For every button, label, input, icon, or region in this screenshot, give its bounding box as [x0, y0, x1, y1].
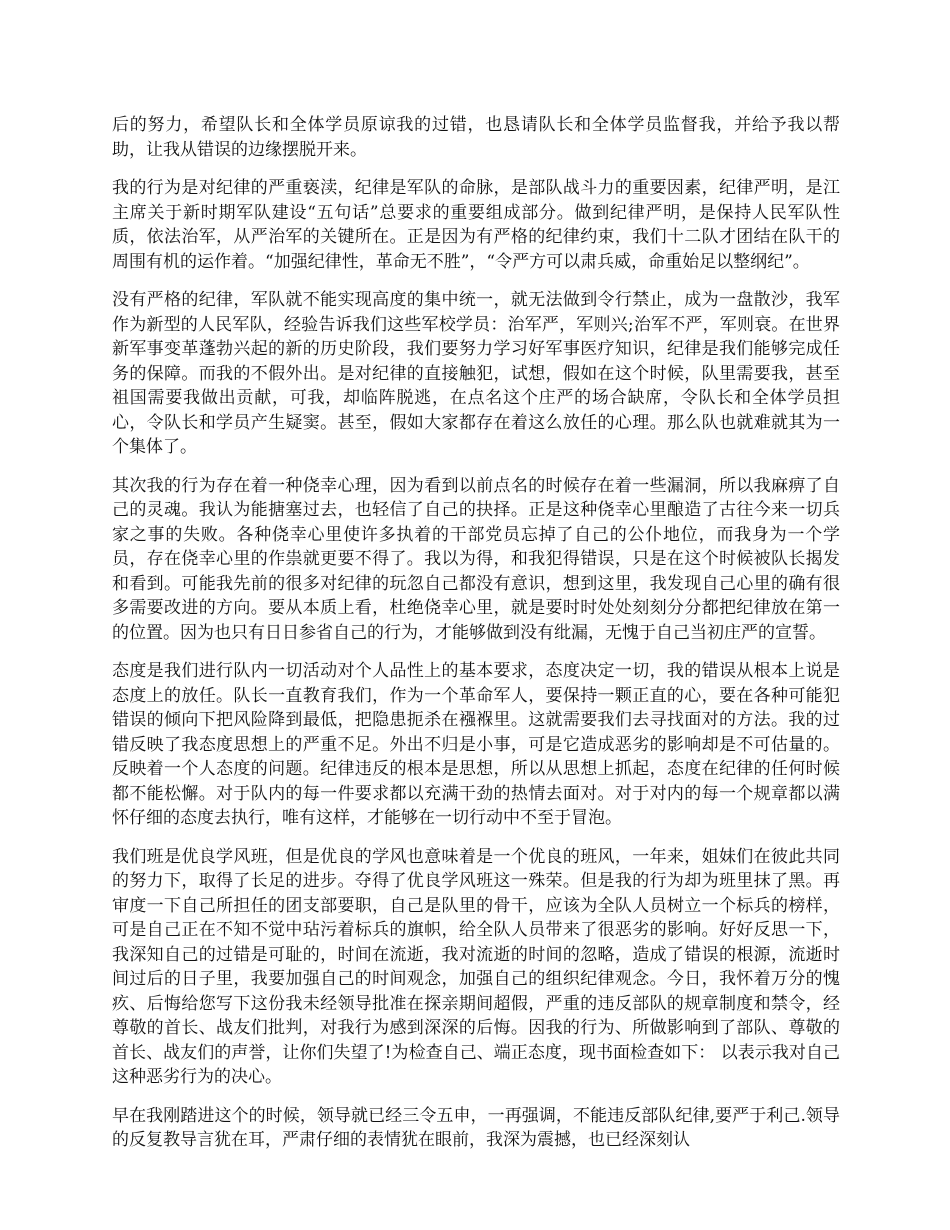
paragraph-5: 态度是我们进行队内一切活动对个人品性上的基本要求，态度决定一切，我的错误从根本上说是态度上的放任。队长一直教育我们，作为一个革命军人，要保持一颗正直的心，要在各种可能犯错误的倾向下把风险降到最低，把隐患扼杀在襁褓里。这就需要我们去寻找面对的方法。我的过错反映了我态度思想上的严重不足。外出不归是小事，可是它造成恶劣的影响却是不可估量的。反映着一个人态度的问题。纪律违反的根本是思想，所以从思想上抓起，态度在纪律的任何时候都不能松懈。对于队内的每一件要求都以充满干劲的热情去面对。对于对内的每一个规章都以满怀仔细的态度去执行，唯有这样，才能够在一切行动中不至于冒泡。 [112, 661, 840, 828]
paragraph-6: 我们班是优良学风班，但是优良的学风也意味着是一个优良的班风，一年来，姐妹们在彼此共同的努力下，取得了长足的进步。夺得了优良学风班这一殊荣。但是我的行为却为班里抹了黑。再审度一下自己所担任的团支部要职，自己是队里的骨干，应该为全队人员树立一个标兵的榜样，可是自己正在不知不觉中玷污着标兵的旗帜，给全队人员带来了很恶劣的影响。好好反思一下，我深知自己的过错是可耻的，时间在流逝，我对流逝的时间的忽略，造成了错误的根源，流逝时间过后的日子里，我要加强自己的时间观念，加强自己的组织纪律观念。今日，我怀着万分的愧疚、后悔给您写下这份我未经领导批准在探亲期间超假，严重的违反部队的规章制度和禁令，经尊敬的首长、战友们批判，对我行为感到深深的后悔。因我的行为、所做影响到了部队、尊敬的首长、战友们的声誉，让你们失望了!为检查自己、端正态度，现书面检查如下： 以表示我对自己这种恶劣行为的决心。 [112, 846, 840, 1087]
paragraph-1: 后的努力，希望队长和全体学员原谅我的过错，也恳请队长和全体学员监督我，并给予我以帮助，让我从错误的边缘摆脱开来。 [112, 115, 840, 160]
paragraph-2: 我的行为是对纪律的严重亵渎，纪律是军队的命脉，是部队战斗力的重要因素，纪律严明，是江主席关于新时期军队建设“五句话”总要求的重要组成部分。做到纪律严明，是保持人民军队性质，依法治军，从严治军的关键所在。正是因为有严格的纪律约束，我们十二队才团结在队干的周围有机的运作着。“加强纪律性，革命无不胜”，“令严方可以肃兵威，命重始足以整纲纪”。 [112, 178, 840, 272]
paragraph-3: 没有严格的纪律，军队就不能实现高度的集中统一，就无法做到令行禁止，成为一盘散沙，我军作为新型的人民军队，经验告诉我们这些军校学员：治军严，军则兴;治军不严，军则衰。在世界新军事变革蓬勃兴起的新的历史阶段，我们要努力学习好军事医疗知识，纪律是我们能够完成任务的保障。而我的不假外出。是对纪律的直接触犯，试想，假如在这个时候，队里需要我，甚至祖国需要我做出贡献，可我，却临阵脱逃，在点名这个庄严的场合缺席，令队长和全体学员担心，令队长和学员产生疑窦。甚至，假如大家都存在着这么放任的心理。那么队也就难就其为一个集体了。 [112, 290, 840, 457]
paragraph-4: 其次我的行为存在着一种侥幸心理，因为看到以前点名的时候存在着一些漏洞，所以我麻痹了自己的灵魂。我认为能搪塞过去，也轻信了自己的抉择。正是这种侥幸心里酿造了古往今来一切兵家之事的失败。各种侥幸心里使许多执着的干部党员忘掉了自己的公仆地位，而我身为一个学员，存在侥幸心里的作祟就更要不得了。我以为得，和我犯得错误，只是在这个时候被队长揭发和看到。可能我先前的很多对纪律的玩忽自己都没有意识，想到这里，我发现自己心里的确有很多需要改进的方向。要从本质上看，杜绝侥幸心里，就是要时时处处刻刻分分都把纪律放在第一的位置。因为也只有日日参省自己的行为，才能够做到没有纰漏，无愧于自己当初庄严的宣誓。 [112, 475, 840, 643]
paragraph-7: 早在我刚踏进这个的时候，领导就已经三令五申，一再强调，不能违反部队纪律,要严于利己.领导的反复教导言犹在耳，严肃仔细的表情犹在眼前，我深为震撼，也已经深刻认 [112, 1105, 840, 1150]
